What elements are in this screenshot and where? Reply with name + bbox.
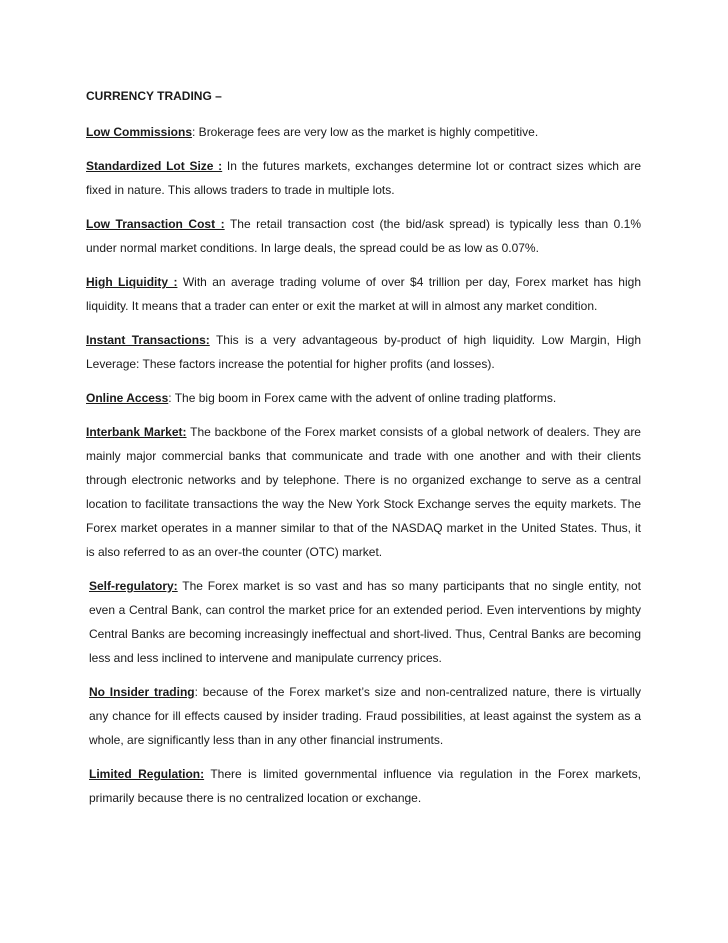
paragraph-instant-transactions: [86, 328, 641, 376]
paragraph-limited-regulation: [86, 762, 641, 810]
paragraph-text: The backbone of the Forex market consists of a global network of dealers. They are mainly major commercial banks that communicate and trade with one another and with their clients through electronic networks and by telephone. There is no organized exchange to serve as a central location to facilitate transactions the way the New York Stock Exchange serves the equity markets. The Forex market operates in a manner similar to that of the NASDAQ market in the United States. Thus, it is also referred to as an over-the counter (OTC) market.: [86, 425, 641, 559]
paragraph-text: There is limited governmental influence via regulation in the Forex markets, primarily because there is no centralized location or exchange.: [89, 767, 641, 805]
paragraph-label: High Liquidity :: [86, 275, 178, 289]
paragraph-text: This is a very advantageous by-product of high liquidity. Low Margin, High Leverage: These factors increase the potential for higher profits (and losses).: [86, 333, 641, 371]
paragraph-label: Interbank Market:: [86, 425, 187, 439]
paragraph-label: Instant Transactions:: [86, 333, 210, 347]
paragraph-standardized-lot-size: [86, 154, 641, 202]
paragraph-low-commissions: [86, 120, 641, 144]
paragraph-label: Standardized Lot Size :: [86, 159, 223, 173]
paragraph-label: Low Commissions: [86, 125, 193, 139]
paragraph-label: Self-regulatory:: [89, 579, 178, 593]
paragraph-label: Low Transaction Cost :: [86, 217, 225, 231]
paragraph-interbank-market: [86, 420, 641, 564]
paragraph-text: : Brokerage fees are very low as the market is highly competitive.: [192, 125, 539, 139]
paragraph-text: In the futures markets, exchanges determine lot or contract sizes which are fixed in nature. This allows traders to trade in multiple lots.: [86, 159, 641, 197]
paragraph-label: Limited Regulation:: [89, 767, 205, 781]
paragraph-high-liquidity: [86, 270, 641, 318]
paragraph-self-regulatory: [86, 574, 641, 670]
paragraph-online-access: [86, 386, 641, 410]
paragraph-no-insider-trading: [86, 680, 641, 752]
document-heading: CURRENCY TRADING –: [86, 89, 222, 103]
paragraph-text: : The big boom in Forex came with the advent of online trading platforms.: [168, 391, 557, 405]
document-body: [86, 88, 641, 820]
paragraph-text: : because of the Forex market’s size and non-centralized nature, there is virtually any chance for ill effects caused by insider trading. Fraud possibilities, at least against the system as a whole, are significantly less than in any other financial instruments.: [89, 685, 641, 747]
paragraph-text: The Forex market is so vast and has so many participants that no single entity, not even a Central Bank, can control the market price for an extended period. Even interventions by mighty Central Banks are becoming increasingly ineffectual and short-lived. Thus, Central Banks are becoming less and less inclined to intervene and manipulate currency prices.: [89, 579, 641, 665]
paragraph-text: With an average trading volume of over $4 trillion per day, Forex market has high liquidity. It means that a trader can enter or exit the market at will in almost any market condition.: [86, 275, 641, 313]
paragraph-low-transaction-cost: [86, 212, 641, 260]
paragraph-text: The retail transaction cost (the bid/ask spread) is typically less than 0.1% under normal market conditions. In large deals, the spread could be as low as 0.07%.: [86, 217, 642, 255]
paragraph-label: Online Access: [86, 391, 169, 405]
paragraph-label: No Insider trading: [89, 685, 195, 699]
